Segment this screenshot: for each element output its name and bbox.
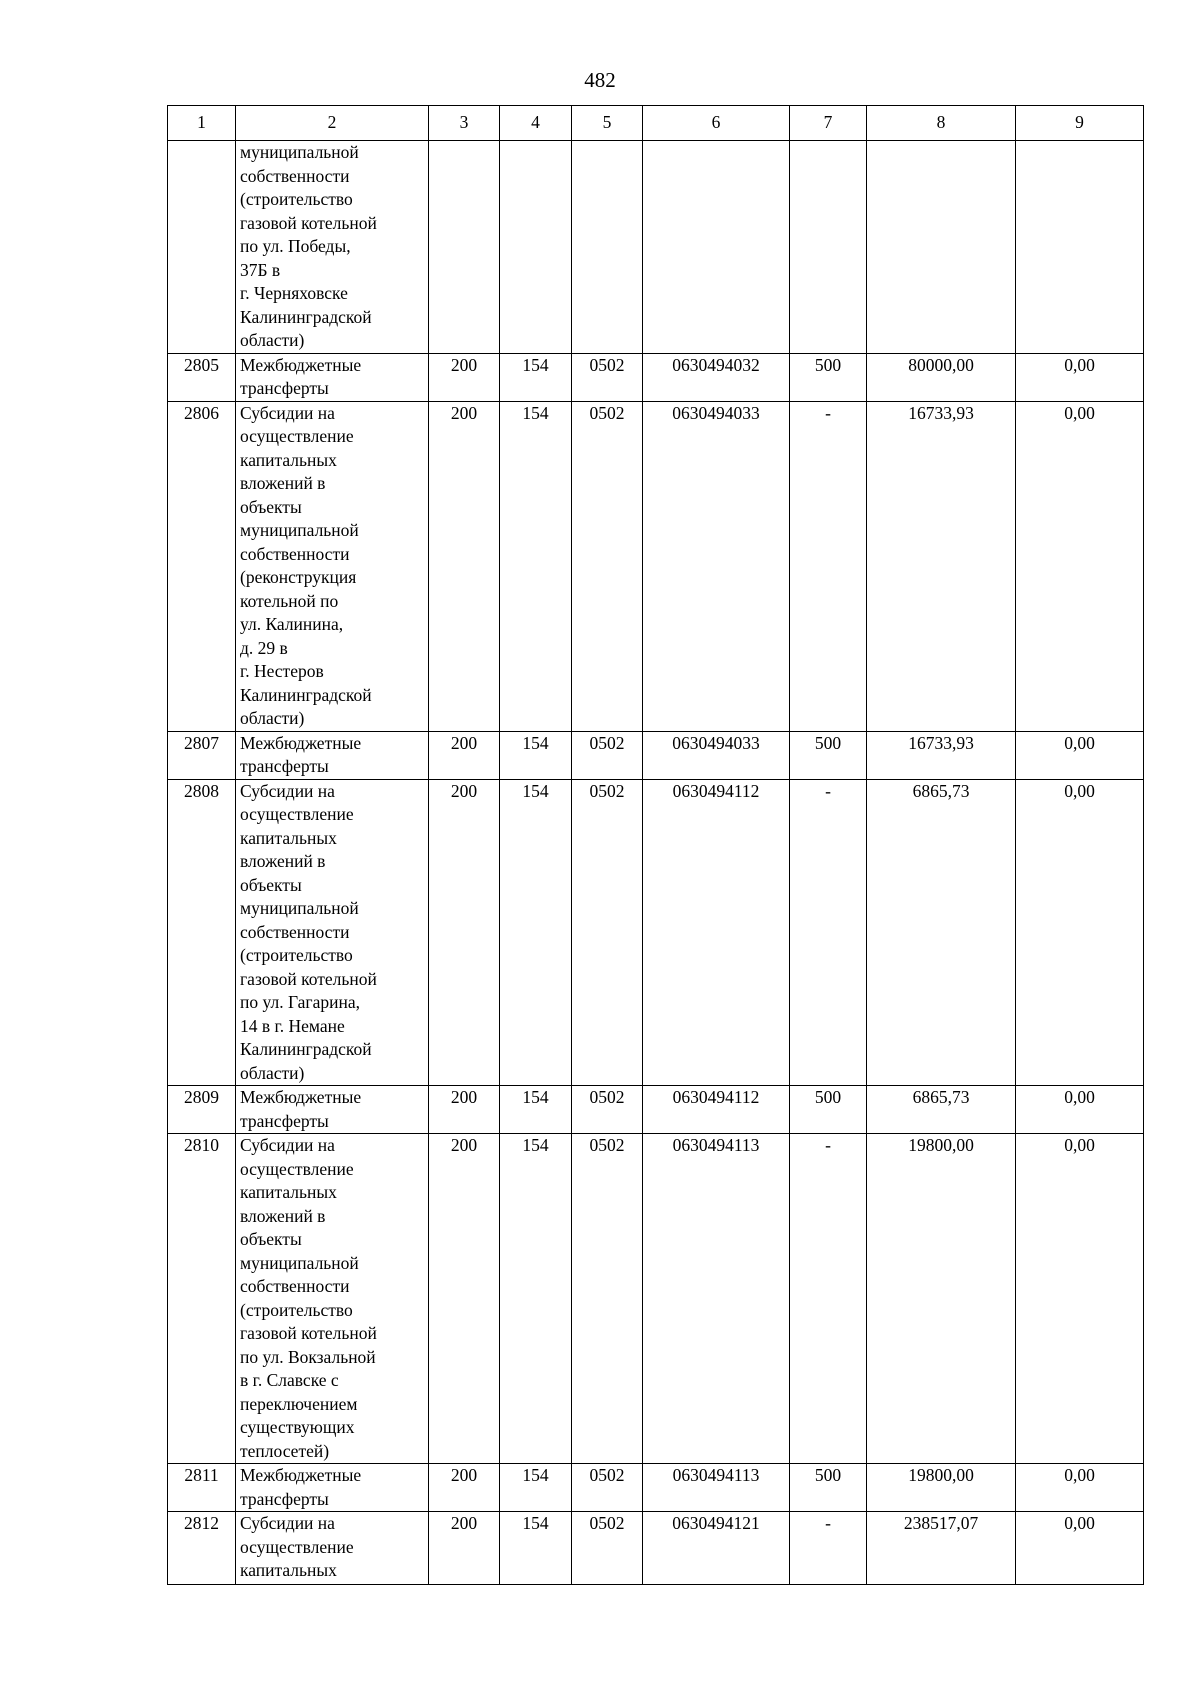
cell-col6 (643, 141, 790, 354)
row-number: 2810 (168, 1134, 236, 1464)
column-header-8: 8 (867, 106, 1016, 141)
cell-col4: 154 (500, 1464, 572, 1512)
cell-col6: 0630494112 (643, 779, 790, 1086)
table-body (168, 141, 1144, 1585)
row-name: Субсидии на осуществление капитальных (236, 1512, 429, 1585)
cell-col6: 0630494032 (643, 353, 790, 401)
row-name: Субсидии на осуществление капитальных вложений в объекты муниципальной собственности (строительство газовой котельной по ул. Гагарина, 14 в г. Немане Калининградской области) (236, 779, 429, 1086)
table-row (168, 779, 1144, 1086)
row-number: 2806 (168, 401, 236, 731)
cell-col5: 0502 (572, 353, 643, 401)
row-name: Межбюджетные трансферты (236, 1464, 429, 1512)
cell-col4: 154 (500, 779, 572, 1086)
cell-col9: 0,00 (1016, 1134, 1144, 1464)
table-row (168, 1086, 1144, 1134)
column-header-2: 2 (236, 106, 429, 141)
cell-col4: 154 (500, 731, 572, 779)
cell-col3: 200 (429, 1464, 500, 1512)
cell-col7: 500 (790, 353, 867, 401)
cell-col4 (500, 141, 572, 354)
cell-col3: 200 (429, 779, 500, 1086)
cell-col6: 0630494121 (643, 1512, 790, 1585)
table-row (168, 1464, 1144, 1512)
table-row (168, 401, 1144, 731)
cell-col7: 500 (790, 1086, 867, 1134)
cell-col3: 200 (429, 1512, 500, 1585)
cell-col7 (790, 141, 867, 354)
cell-col7: - (790, 1134, 867, 1464)
cell-col9: 0,00 (1016, 731, 1144, 779)
cell-col8: 6865,73 (867, 779, 1016, 1086)
row-name: Межбюджетные трансферты (236, 353, 429, 401)
cell-col7: - (790, 1512, 867, 1585)
header-row (168, 106, 1144, 141)
cell-col5: 0502 (572, 731, 643, 779)
cell-col8: 16733,93 (867, 401, 1016, 731)
cell-col8: 16733,93 (867, 731, 1016, 779)
table-row (168, 1134, 1144, 1464)
cell-col6: 0630494033 (643, 731, 790, 779)
cell-col9: 0,00 (1016, 1464, 1144, 1512)
row-name: Субсидии на осуществление капитальных вложений в объекты муниципальной собственности (строительство газовой котельной по ул. Вокзальной в г. Славске с переключением существующих теплосетей) (236, 1134, 429, 1464)
column-header-9: 9 (1016, 106, 1144, 141)
cell-col7: 500 (790, 731, 867, 779)
cell-col5: 0502 (572, 1512, 643, 1585)
column-header-3: 3 (429, 106, 500, 141)
cell-col8: 19800,00 (867, 1134, 1016, 1464)
cell-col5 (572, 141, 643, 354)
column-header-6: 6 (643, 106, 790, 141)
cell-col9: 0,00 (1016, 353, 1144, 401)
cell-col4: 154 (500, 1512, 572, 1585)
cell-col3: 200 (429, 1086, 500, 1134)
row-number: 2809 (168, 1086, 236, 1134)
cell-col5: 0502 (572, 779, 643, 1086)
row-number: 2811 (168, 1464, 236, 1512)
row-number: 2807 (168, 731, 236, 779)
cell-col4: 154 (500, 353, 572, 401)
cell-col5: 0502 (572, 1464, 643, 1512)
column-header-5: 5 (572, 106, 643, 141)
column-header-1: 1 (168, 106, 236, 141)
cell-col3: 200 (429, 353, 500, 401)
cell-col8: 80000,00 (867, 353, 1016, 401)
cell-col6: 0630494113 (643, 1464, 790, 1512)
cell-col9: 0,00 (1016, 1512, 1144, 1585)
cell-col5: 0502 (572, 1134, 643, 1464)
cell-col7: - (790, 401, 867, 731)
cell-col9: 0,00 (1016, 401, 1144, 731)
cell-col8: 19800,00 (867, 1464, 1016, 1512)
cell-col3: 200 (429, 731, 500, 779)
page-number: 482 (584, 68, 616, 92)
row-number: 2805 (168, 353, 236, 401)
cell-col7: - (790, 779, 867, 1086)
cell-col4: 154 (500, 401, 572, 731)
cell-col5: 0502 (572, 401, 643, 731)
table-row (168, 353, 1144, 401)
budget-table (167, 105, 1144, 1585)
cell-col3: 200 (429, 1134, 500, 1464)
row-number (168, 141, 236, 354)
cell-col8 (867, 141, 1016, 354)
table-row (168, 731, 1144, 779)
column-header-4: 4 (500, 106, 572, 141)
row-number: 2808 (168, 779, 236, 1086)
cell-col6: 0630494113 (643, 1134, 790, 1464)
cell-col4: 154 (500, 1086, 572, 1134)
row-name: Субсидии на осуществление капитальных вложений в объекты муниципальной собственности (реконструкция котельной по ул. Калинина, д. 29 в г. Нестеров Калининградской области) (236, 401, 429, 731)
cell-col6: 0630494033 (643, 401, 790, 731)
cell-col5: 0502 (572, 1086, 643, 1134)
row-number: 2812 (168, 1512, 236, 1585)
cell-col3 (429, 141, 500, 354)
table-row (168, 1512, 1144, 1585)
cell-col8: 238517,07 (867, 1512, 1016, 1585)
column-header-7: 7 (790, 106, 867, 141)
table-row (168, 141, 1144, 354)
cell-col9 (1016, 141, 1144, 354)
cell-col9: 0,00 (1016, 1086, 1144, 1134)
cell-col4: 154 (500, 1134, 572, 1464)
row-name: Межбюджетные трансферты (236, 731, 429, 779)
row-name: Межбюджетные трансферты (236, 1086, 429, 1134)
row-name: муниципальной собственности (строительство газовой котельной по ул. Победы, 37Б в г. Черняховске Калининградской области) (236, 141, 429, 354)
cell-col6: 0630494112 (643, 1086, 790, 1134)
cell-col7: 500 (790, 1464, 867, 1512)
cell-col8: 6865,73 (867, 1086, 1016, 1134)
cell-col3: 200 (429, 401, 500, 731)
cell-col9: 0,00 (1016, 779, 1144, 1086)
